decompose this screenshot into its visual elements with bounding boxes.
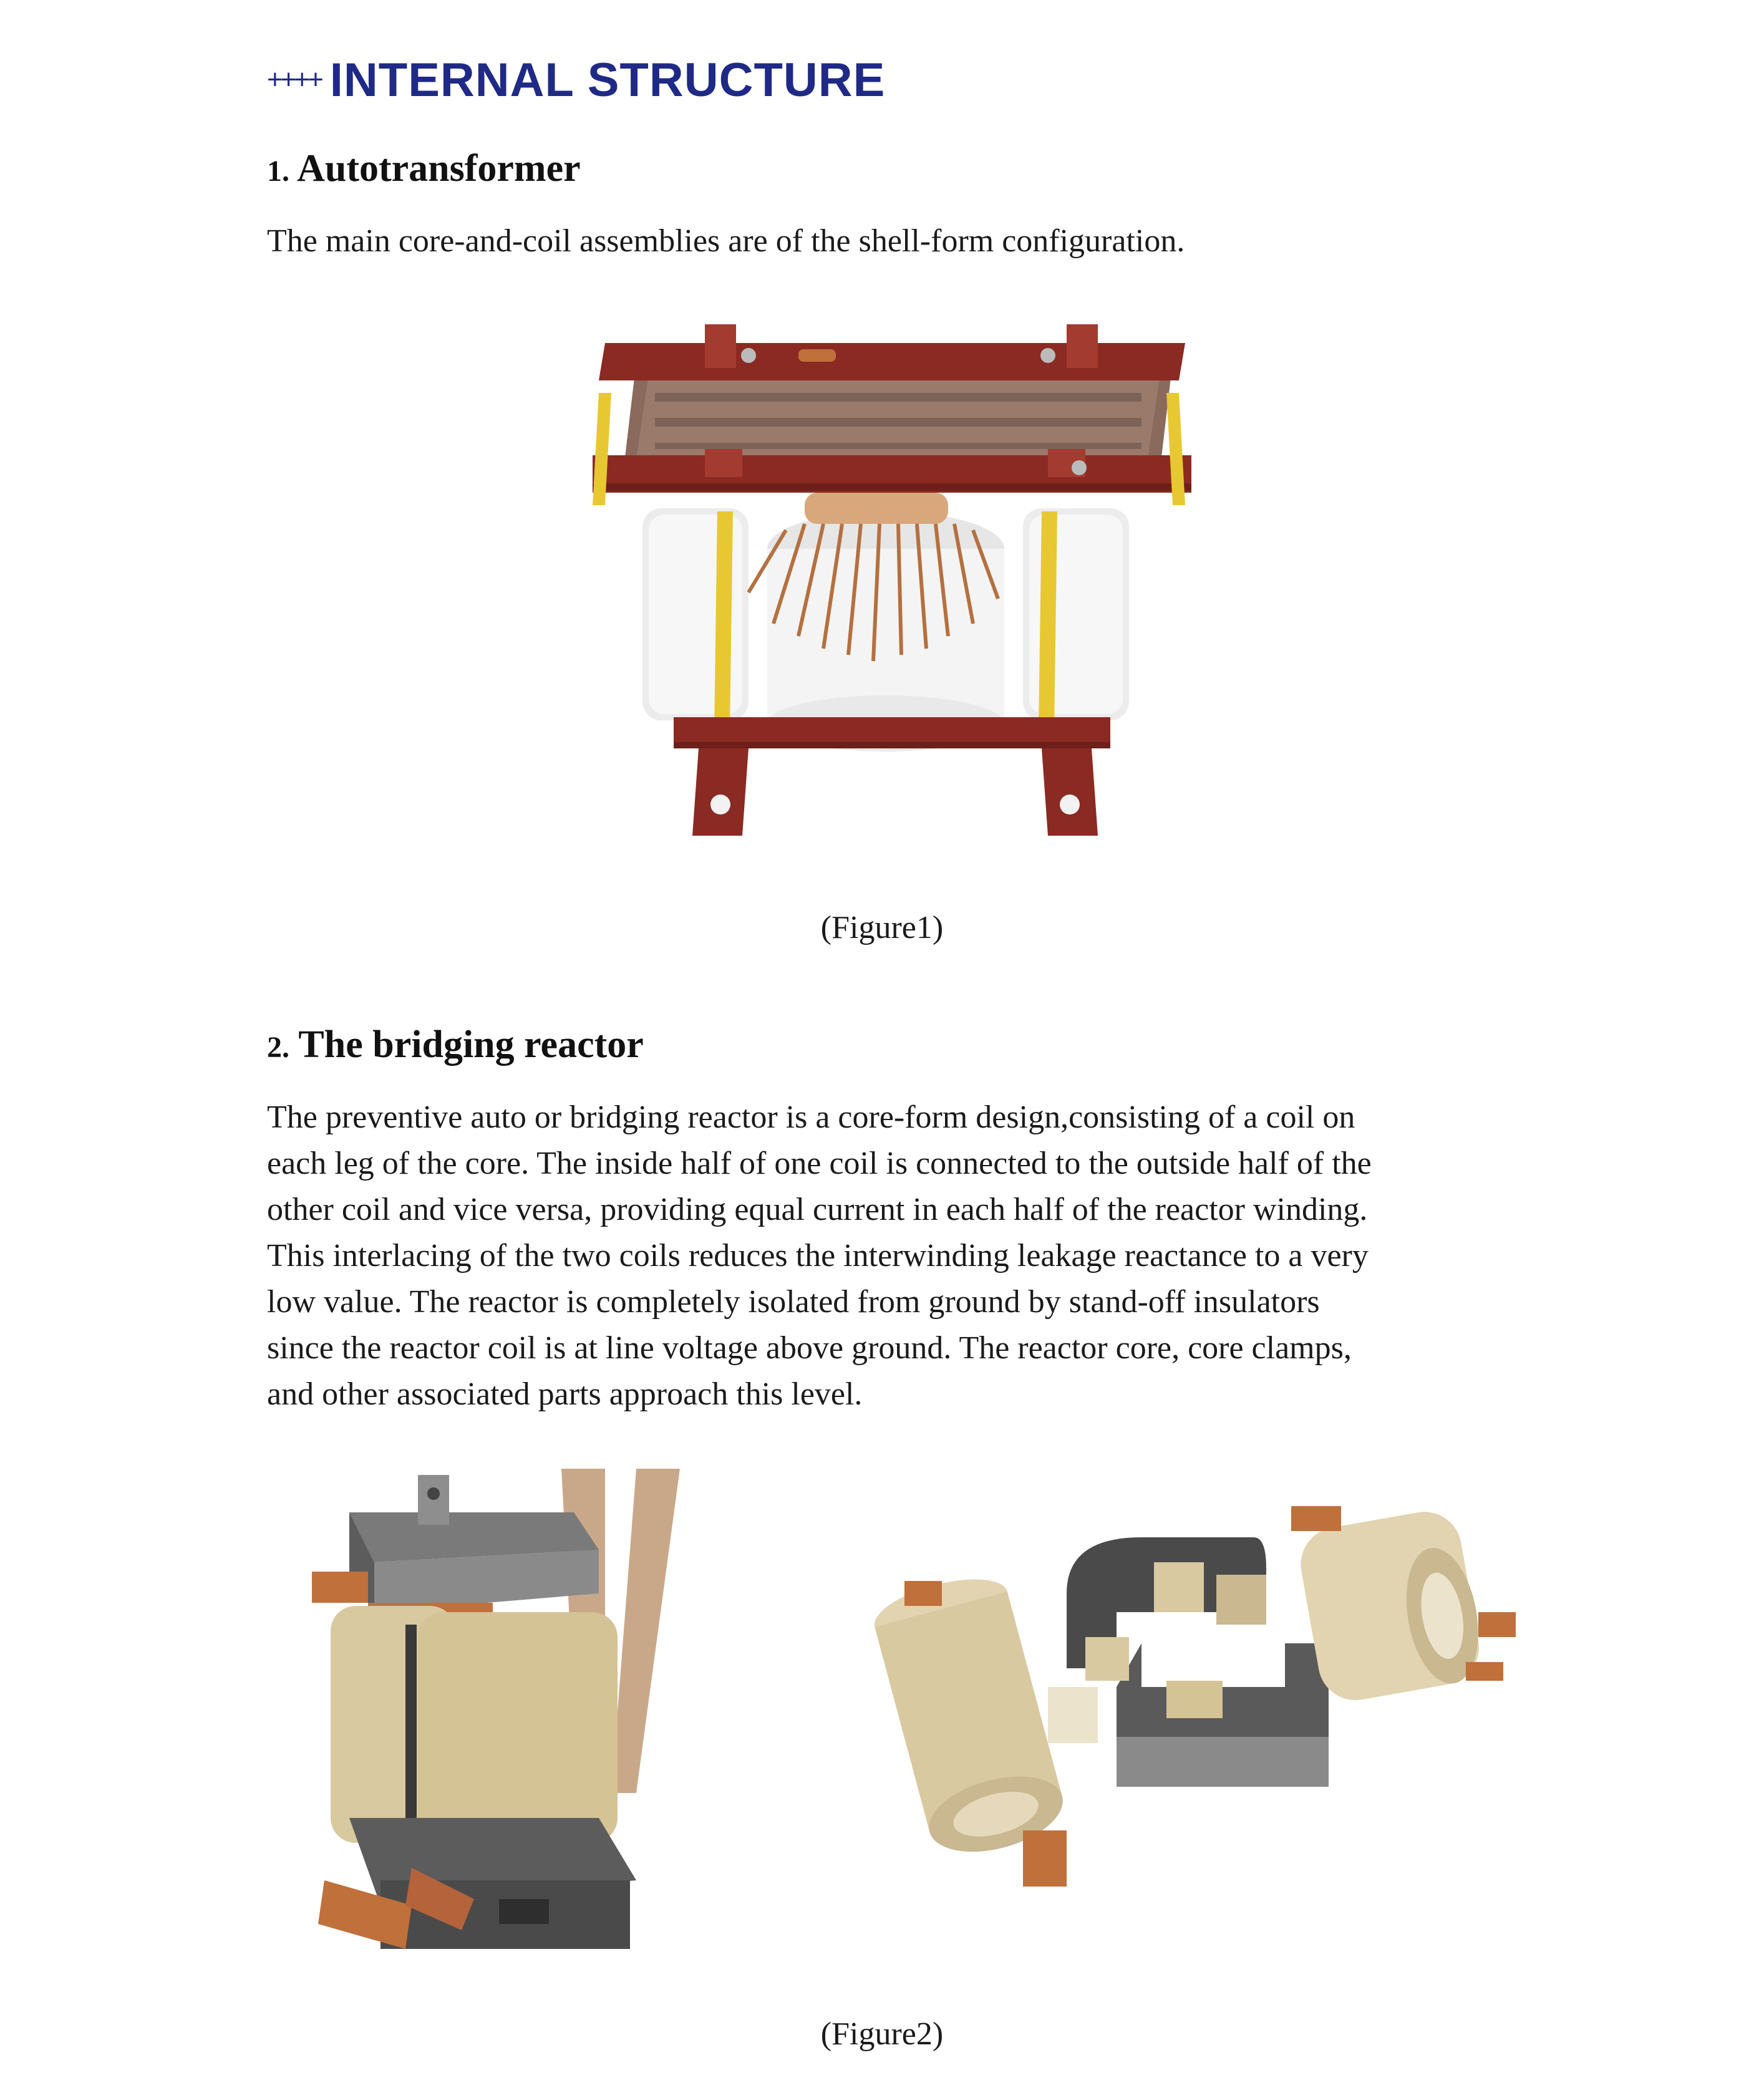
section2-number: 2. <box>267 1031 289 1064</box>
disassembled-reactor-icon <box>868 1505 1516 1887</box>
figure1-caption: (Figure1) <box>820 910 944 945</box>
section2-title <box>267 1023 644 1067</box>
section1-number: 1. <box>267 155 289 188</box>
page-heading <box>267 49 885 111</box>
figure1-transformer-icon <box>593 324 1191 836</box>
section2-line: The preventive auto or bridging reactor is a core-form design,consisting of a coil on <box>267 1099 1355 1135</box>
section2-line: each leg of the core. The inside half of one coil is connected to the outside half of the <box>267 1146 1372 1181</box>
assembled-reactor-icon <box>312 1469 680 1949</box>
section1-title <box>267 147 581 191</box>
heading-prefix: ++++ <box>267 64 321 95</box>
section1-text: The main core-and-coil assemblies are of the shell-form configuration. <box>267 223 1185 259</box>
figure2-left-image <box>312 1469 692 1961</box>
heading-title: INTERNAL STRUCTURE <box>329 53 886 107</box>
section1-title-text: Autotransformer <box>297 147 581 190</box>
figure1-image <box>561 324 1210 836</box>
section2-title-text: The bridging reactor <box>298 1023 644 1066</box>
section2-line: since the reactor coil is at line voltage above ground. The reactor core, core clamps, <box>267 1330 1352 1366</box>
section2-line: This interlacing of the two coils reduces the interwinding leakage reactance to a very <box>267 1238 1369 1273</box>
figure2-caption: (Figure2) <box>820 2016 944 2052</box>
figure2-right-image <box>880 1500 1516 1905</box>
section2-paragraph <box>267 1095 1514 1418</box>
section2-line: and other associated parts approach this level. <box>267 1376 863 1412</box>
section2-line: other coil and vice versa, providing equal current in each half of the reactor winding. <box>267 1192 1368 1227</box>
section2-line: low value. The reactor is completely isolated from ground by stand-off insulators <box>267 1284 1320 1320</box>
